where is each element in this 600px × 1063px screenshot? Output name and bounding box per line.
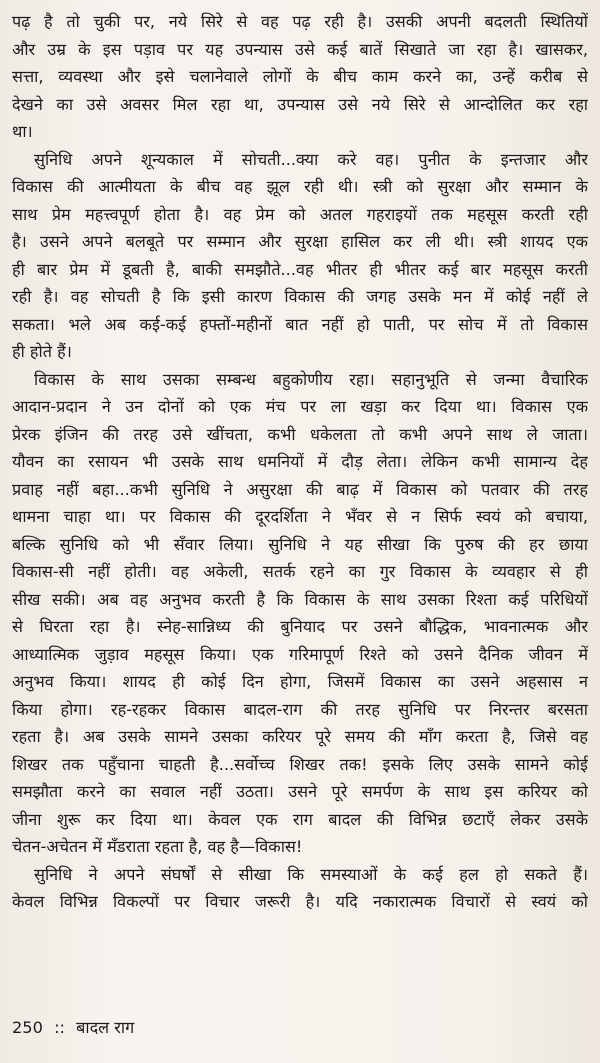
text-line: ही होते हैं।: [12, 342, 72, 361]
text-line: सकता। भले अब कई-कई हफ्तों-महीनों बात नहीं हो पाती, पर सोच में तो विकास: [12, 314, 588, 334]
text-line: रही है। वह सोचती है कि इसी कारण विकास की जगह उसके मन में कोई नहीं ले: [12, 287, 588, 306]
text-line: विकास की आत्मीयता के बीच वह झूल रही थी। स्त्री को सुरक्षा और सम्मान के: [12, 177, 588, 196]
text-line: विकास-सी नहीं होती। वह अकेली, सतर्क रहने का गुर विकास के व्यवहार से ही: [12, 562, 588, 581]
text-line: यौवन का रसायन भी उसके साथ धमनियों में दौड़ लेता। लेकिन कभी सामान्य देह: [12, 452, 588, 471]
text-line: प्रवाह नहीं बहा...कभी सुनिधि ने असुरक्षा की बाढ़ में विकास को पतवार की तरह: [12, 479, 588, 499]
text-line: शिखर तक पहुँचाना चाहती है...सर्वोच्च शिखर तक! इसके लिए उसके सामने कोई: [12, 754, 588, 774]
paragraph-4: [12, 861, 588, 916]
running-title: बादल राग: [76, 1018, 135, 1037]
text-line: सुनिधि अपने शून्यकाल में सोचती...क्या करे वह। पुनीत के इन्तजार और: [34, 149, 588, 169]
text-line: है। उसने अपने बलबूते पर सम्मान और सुरक्षा हासिल कर ली थी। स्त्री शायद एक: [12, 232, 588, 251]
text-line: पढ़ है तो चुकी पर, नये सिरे से वह पढ़ रही है। उसकी अपनी बदलती स्थितियों: [12, 12, 588, 31]
text-line: साथ प्रेम महत्त्वपूर्ण होता है। वह प्रेम को अतल गहराइयों तक महसूस करती रही: [12, 204, 588, 224]
text-line: बल्कि सुनिधि को भी सँवार लिया। सुनिधि ने यह सीखा कि पुरुष की हर छाया: [12, 534, 588, 554]
text-line: जीना शुरू कर दिया था। केवल एक राग बादल की विभिन्न छटाएँ लेकर उसके: [12, 809, 588, 829]
text-line: ही बार प्रेम में डूबती है, बाकी समझौते...वह भीतर ही भीतर कई बार महसूस करती: [12, 259, 588, 279]
text-line: केवल विभिन्न विकल्पों पर विचार जरूरी है। यदि नकारात्मक विचारों से स्वयं को: [12, 892, 588, 911]
text-line: किया होगा। रह-रहकर विकास बादल-राग की तरह सुनिधि पर निरन्तर बरसता: [12, 699, 588, 719]
text-line: सुनिधि ने अपने संघर्षों से सीखा कि समस्याओं के कई हल हो सकते हैं।: [34, 864, 588, 884]
text-line: आदान-प्रदान ने उन दोनों को एक मंच पर ला खड़ा कर दिया था। विकास एक: [12, 397, 588, 416]
text-line: थामना चाहा था। पर विकास की दूरदर्शिता ने भँवर से न सिर्फ स्वयं को बचाया,: [12, 507, 588, 526]
text-line: था।: [12, 122, 33, 141]
footer-separator: ::: [54, 1018, 65, 1037]
page-number: 250: [12, 1018, 43, 1037]
text-line: और उम्र के इस पड़ाव पर यह उपन्यास उसे कई बातें सिखाते जा रहा है। खासकर,: [12, 39, 588, 59]
text-line: आध्यात्मिक जुड़ाव महसूस किया। एक गरिमापूर्ण रिश्ते को उसने दैनिक जीवन में: [12, 644, 588, 664]
text-line: से घिरता रहा है। स्नेह-सान्निध्य की बुनियाद पर उसने बौद्धिक, भावनात्मक और: [12, 617, 588, 636]
page-footer: [12, 1015, 134, 1041]
text-line: देखने का उसे अवसर मिल रहा था, उपन्यास उसे नये सिरे से आन्दोलित कर रहा: [12, 94, 588, 114]
text-line: चेतन-अचेतन में मँडराता रहता है, वह है—विकास!: [12, 837, 303, 856]
text-line: विकास के साथ उसका सम्बन्ध बहुकोणीय रहा। सहानुभूति से जन्मा वैचारिक: [34, 369, 588, 389]
text-line: समझौता करने का सवाल नहीं उठता। उसने पूरे समर्पण के साथ इस करियर को: [12, 782, 588, 801]
paragraph-1: [12, 8, 588, 146]
text-line: सत्ता, व्यवस्था और इसे चलानेवाले लोगों के बीच काम करने का, उन्हें करीब से: [12, 67, 588, 86]
paragraph-2: [12, 146, 588, 366]
paragraph-3: [12, 366, 588, 861]
body-text: [12, 8, 588, 916]
text-line: रहता है। अब उसके सामने उसका करियर पूरे समय की माँग करता है, जिसे वह: [12, 727, 588, 746]
text-line: सीख सकी। अब वह अनुभव करती है कि विकास के साथ उसका रिश्ता कई परिधियों: [12, 589, 588, 609]
text-line: अनुभव किया। शायद ही कोई दिन होगा, जिसमें विकास का उसने अहसास न: [12, 672, 588, 691]
text-line: प्रेरक इंजिन की तरह उसे खींचता, कभी धकेलता तो कभी अपने साथ ले जाता।: [12, 424, 588, 444]
